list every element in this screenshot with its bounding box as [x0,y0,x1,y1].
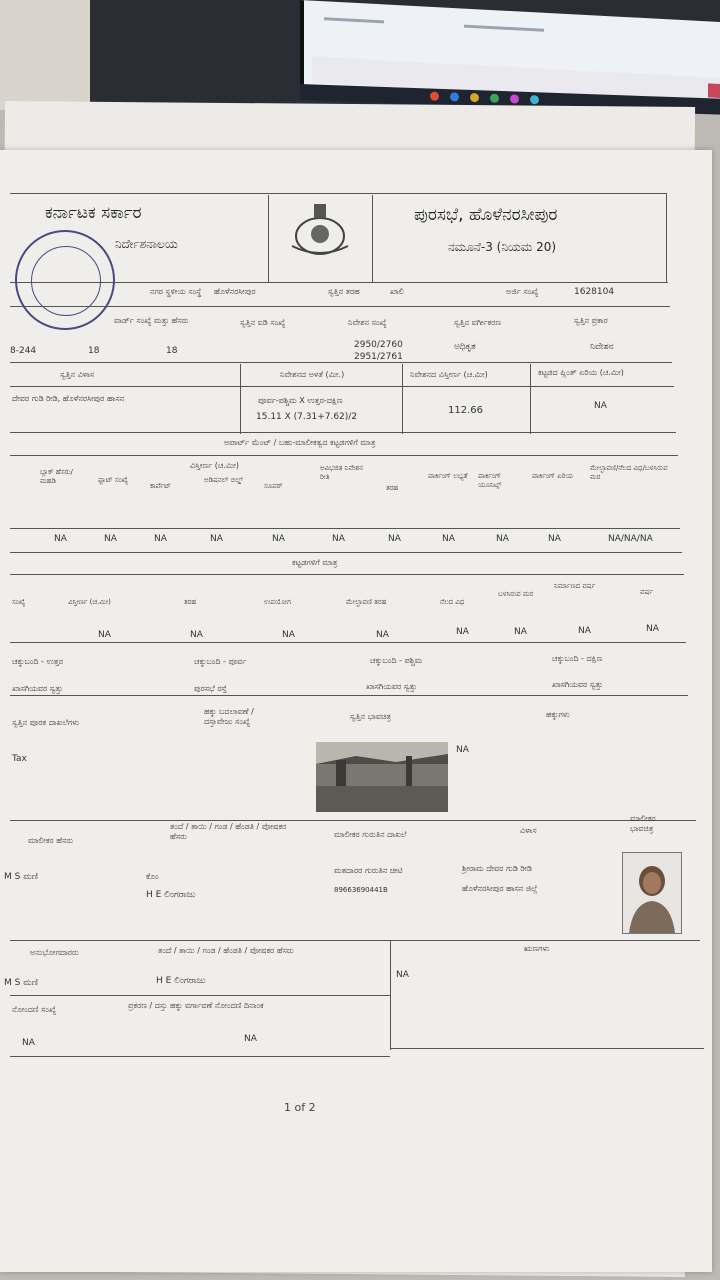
taskbar-app-icon [470,93,479,102]
bld-header: ವರ್ಷ [640,588,653,596]
bld-value: NA [282,630,295,640]
owner-relation: H E ಲಿಂಗರಾಜು [146,890,196,900]
owner-photo-label: ಮಾಲೀಕರ ಭಾವಚಿತ್ರ [630,814,656,833]
apt-header: ತರಹ [386,484,399,492]
rule [10,432,676,433]
apt-value: NA [388,534,401,544]
owner-id-label: ಮಾಲೀಕರ ಗುರುತಿನ ದಾಖಲೆ [334,830,407,839]
occupant-name: M S ಮಣಿ [4,978,39,988]
reg-value: NA [22,1038,35,1048]
owner-address-2: ಹೊಳೆನರಸೀಪುರ ಹಾಸನ ಜಿಲ್ಲೆ [462,884,538,893]
area-value: 112.66 [448,405,483,416]
boundary-west-value: ಖಾಸಗಿಯವರ ಸ್ವತ್ತು [366,682,417,691]
apt-value: NA/NA/NA [608,534,653,544]
app-no-value: 1628104 [574,287,615,297]
taskbar-app-icon [450,92,459,101]
owner-address-1: ಶ್ರೀರಾಮ ದೇವರ ಗುಡಿ ರೀಡಿ [462,864,532,873]
apt-header: ಅಡಿಷನಲ್ ಬಿಲ್ಡ್ [204,476,244,484]
apt-value: NA [496,534,509,544]
apt-header: ಮೇಲ್ಛಾವಣಿ/ನೆಲದ ವಿಧ/ಬಳಸಿರುವ ಮರ [590,464,668,481]
kind-label: ಸ್ವತ್ತಿನ ಪ್ರಕಾರ [574,316,608,325]
rule [10,1056,390,1057]
background-wall [0,0,90,110]
bld-header: ಮೇಲ್ಛಾವಣಿ ತರಹ [346,598,387,606]
deed-label: ಹಕ್ಕು ಬದಲಾವಣೆ / ದಸ್ತಾವೇಜು ಸಂಖ್ಯೆ [204,707,254,726]
occupant-relation: H E ಲಿಂಗರಾಜು [156,976,206,986]
taskbar-app-icon [510,94,519,103]
bld-value: NA [98,630,111,640]
address-value: ದೇವರ ಗುಡಿ ರೀಡಿ, ಹೊಳೆನರಸೀಪುರ ಹಾಸನ [12,394,125,403]
apt-value: NA [104,534,117,544]
rule [390,1048,704,1049]
bld-value: NA [578,626,591,636]
apt-header: ಫ್ಲಾಟ್ ಸಂಖ್ಯೆ [98,476,129,484]
bld-value: NA [456,627,469,637]
apt-header: ಪಾರ್ಕಿಂಗ್ ಲಭ್ಯತೆ [428,472,468,480]
govt-title: ಕರ್ನಾಟಕ ಸರ್ಕಾರ [45,203,142,223]
date-value: NA [244,1034,257,1044]
rights-value: NA [456,745,469,755]
boundary-south-value: ಖಾಸಗಿಯವರ ಸ್ವತ್ತು [552,680,603,689]
dims-value-1: ಪೂರ್ವ-ಪಶ್ಚಿಮ X ಉತ್ತರ-ದಕ್ಷಿಣ [258,396,343,405]
municipal-seal [15,230,115,330]
bld-value: NA [514,627,527,637]
occupant-label: ಅನುಭೋಗದಾರರು [30,948,79,957]
kind-value: ನಿವೇಶನ [590,342,614,352]
rule [10,820,696,821]
apt-value: NA [154,534,167,544]
apt-value: NA [54,534,67,544]
apt-value: NA [442,534,455,544]
address-label: ಸ್ವತ್ತಿನ ವಿಳಾಸ [60,370,95,379]
bld-header: ತರಹ [184,598,197,606]
owner-address-label: ವಿಳಾಸ [520,826,537,835]
photo-label: ಸ್ವತ್ತಿನ ಭಾವಚಿತ್ರ [350,712,391,721]
bld-header: ವಿಸ್ತೀರ್ಣ (ಚ.ಮೀ) [68,598,111,606]
prop-type-label: ಸ್ವತ್ತಿನ ತರಹ [328,287,360,296]
taskbar-app-icon [490,94,499,103]
apt-value: NA [272,534,285,544]
docs-tax: Tax [12,754,27,764]
bld-value: NA [376,630,389,640]
page-number: 1 of 2 [284,1101,316,1114]
apartment-title: ಅಪಾರ್ಟ್ ಮೆಂಟ್ / ಬಹು-ಮಾಲೀಕತ್ವದ ಕಟ್ಟಡಗಳಿಗೆ ಮಾತ್ರ [224,438,376,447]
rule [10,193,666,194]
property-photo [316,742,448,812]
occupant-relation-label: ತಂದೆ / ತಾಯಿ / ಗಂಡ / ಹೆಂಡತಿ / ಪೋಷಕರ ಹೆಸರು [158,946,294,955]
bld-value: NA [190,630,203,640]
bld-header: ಬಳಸಿರುವ ಮರ [498,590,534,598]
taskbar-app-icon [530,95,539,104]
category-label: ಸ್ವತ್ತಿನ ವರ್ಗೀಕರಣ [454,318,502,327]
owner-relation-prefix: ಕೊಂ [146,872,159,881]
notes-value: NA [396,970,409,980]
dims-value-2: 15.11 X (7.31+7.62)/2 [256,412,358,422]
block-value: 18 [88,346,100,356]
boundary-south-label: ಚಕ್ಕುಬಂದಿ - ದಕ್ಷಿಣ [552,654,603,663]
boundary-east-value: ಪುರಸಭೆ ರಸ್ತೆ [194,684,227,693]
apt-header: ಬ್ಲಾಕ್ ಹೆಸರು/ಮಹಡಿ [40,468,73,485]
municipality-title: ಪುರಸಭೆ, ಹೊಳೆನರಸೀಪುರ [414,205,558,225]
rule [10,552,682,553]
apt-header: ಅವಿಭಜಿತ ನಿವೇಶನ ರೀತಿ [320,464,363,481]
screen-tab [464,25,544,32]
apt-header: ಪಾರ್ಕಿಂಗ್ ಯೂನಿಟ್ಸ್ [478,472,502,489]
rule [10,574,684,575]
bld-value: NA [646,624,659,634]
built-label: ಕಟ್ಟಡದ ಪ್ಲಿಂತ್ ಏರಿಯ (ಚ.ಮೀ) [538,368,624,377]
rule [240,364,241,434]
rights-label: ಹಕ್ಕುಗಳು [546,710,570,719]
owner-id-type: ಮತದಾರರ ಗುರುತಿನ ಚೀಟಿ [334,866,403,875]
apt-header: ಕಾರ್ಪೆಟ್ [150,482,171,490]
directorate-title: ನಿರ್ದೇಶನಾಲಯ [115,237,178,251]
app-no-label: ಅರ್ಜಿ ಸಂಖ್ಯೆ [506,287,539,296]
rule [10,306,670,307]
built-value: NA [594,401,607,411]
reg-label: ನೋಂದಣಿ ಸಂಖ್ಯೆ [12,1005,57,1014]
city-value: ಹೊಳೆನರಸೀಪುರ [214,287,256,296]
screen-tab [324,17,384,23]
street-value: 18 [166,346,178,356]
category-value: ಅಧಿಕೃತ [454,342,476,352]
owner-photo [622,852,682,934]
notes-label: ಋಣಗಳು [524,944,550,953]
boundary-east-label: ಚಕ್ಕುಬಂದಿ - ಪೂರ್ವ [194,657,247,666]
ward-label: ವಾರ್ಡ್ ಸಂಖ್ಯೆ ಮತ್ತು ಹೆಸರು [114,316,189,325]
boundary-west-label: ಚಕ್ಕುಬಂದಿ - ಪಶ್ಚಿಮ [370,656,423,665]
bld-header: ನೆಲದ ವಿಧ [440,598,465,606]
building-title: ಕಟ್ಟಡಗಳಿಗೆ ಮಾತ್ರ [292,558,338,567]
rule [10,455,678,456]
rule [372,195,373,283]
owner-relation-label: ತಂದೆ / ತಾಯಿ / ಗಂಡ / ಹೆಂಡತಿ / ಪೋಷಕರ ಹೆಸರು [170,822,287,841]
apt-header: ಪಾರ್ಕಿಂಗ್ ಏರಿಯ [532,472,573,480]
city-label: ನಗರ ಸ್ಥಳೀಯ ಸಂಸ್ಥೆ [150,287,202,296]
boundary-north-value: ಖಾಸಗಿಯವರ ಸ್ವತ್ತು [12,684,63,693]
rule [10,362,672,363]
rule [666,193,667,283]
rule [10,642,686,643]
rule [10,282,668,283]
rule [10,695,688,696]
bld-header: ನಿರ್ಮಾಣದ ವರ್ಷ [554,582,596,590]
rule [10,386,674,387]
boundary-north-label: ಚಕ್ಕುಬಂದಿ - ಉತ್ತರ [12,657,64,666]
rule [10,995,390,996]
form-number: ನಮೂನೆ-3 (ನಿಯಮ 20) [448,240,557,254]
rule [390,940,391,1050]
owner-name-label: ಮಾಲೀಕರ ಹೆಸರು [28,836,74,845]
apt-value: NA [332,534,345,544]
rule [10,528,680,529]
plot-value-2: 2951/2761 [354,352,403,362]
screen-red-tab [708,83,720,98]
apt-value: NA [210,534,223,544]
bld-header: ಉಪಯೋಗ [264,598,291,606]
bld-header: ಸಂಖ್ಯೆ [12,598,26,606]
karnataka-emblem-icon [280,196,360,262]
apt-value: NA [548,534,561,544]
docs-label: ಸ್ವತ್ತಿನ ಪೂರಕ ದಾಖಲೆಗಳು [12,718,80,727]
taskbar-app-icon [430,92,439,101]
owner-id-no: 89663690441B [334,886,388,894]
rule [402,364,403,434]
apartment-size-header: ವಿಸ್ತೀರ್ಣ (ಚ.ಮೀ) [190,461,239,470]
rule [530,364,531,434]
ward-no-value: 8-244 [10,346,37,356]
rule [10,940,700,941]
plot-label: ನಿವೇಶನ ಸಂಖ್ಯೆ [348,318,387,327]
date-label: ಪ್ರಕರಣ / ದಸ್ತು ಹಕ್ಕು ವರ್ಗಾವಣೆ ನೋಂದಣಿ ದಿನಾಂಕ [128,1001,264,1010]
owner-name: M S ಮಣಿ [4,872,39,882]
rule [268,195,269,283]
prop-type-value: ಖಾಲಿ [390,287,404,296]
pid-label: ಸ್ವತ್ತಿನ ಐಡಿ ಸಂಖ್ಯೆ [240,318,286,327]
area-label: ನಿವೇಶನದ ವಿಸ್ತೀರ್ಣ (ಚ.ಮೀ) [410,370,488,379]
plot-value-1: 2950/2760 [354,340,403,350]
apt-header: ಸೂಪರ್ [264,482,283,490]
dims-label: ನಿವೇಶನದ ಅಳತೆ (ಮೀ.) [280,370,345,379]
